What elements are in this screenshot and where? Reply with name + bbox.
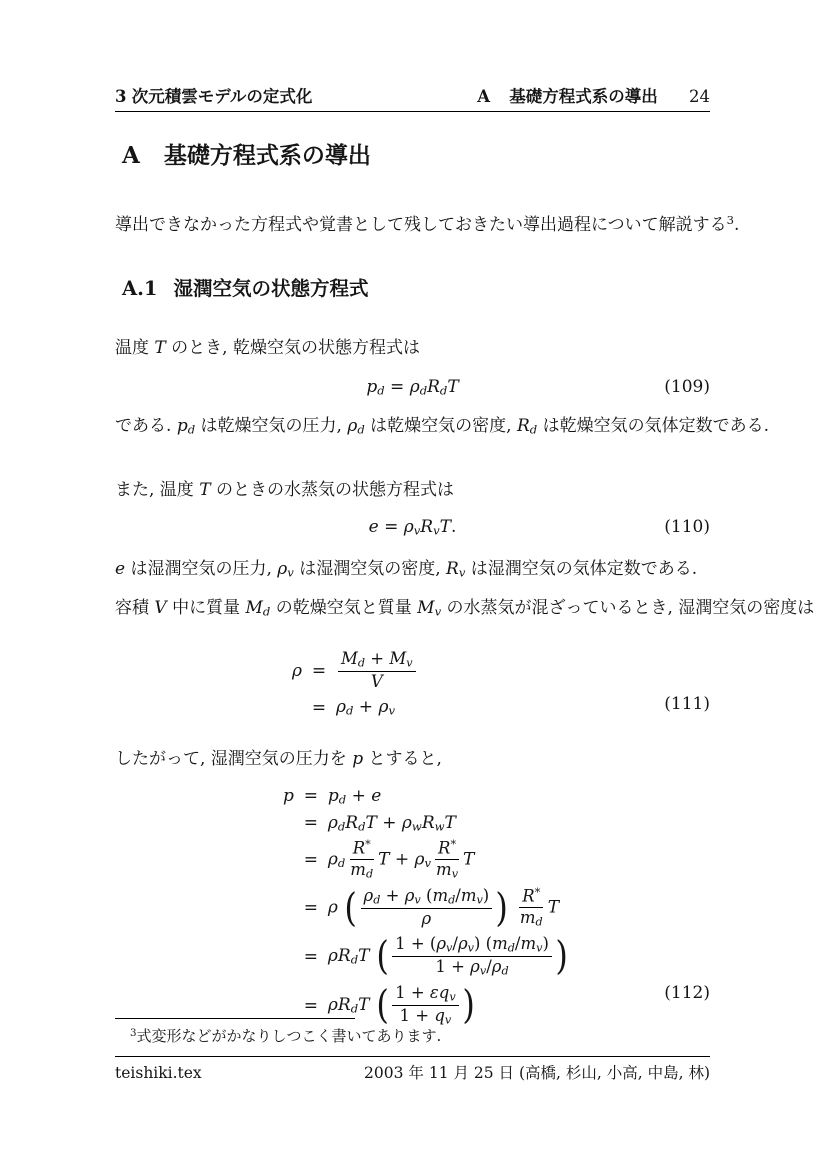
equation-110-number: (110) xyxy=(664,517,710,537)
equation-rhs: ρ ( $\frac{\rho d + \rho v (md/mv)}{\rho}$ ) $\frac{R^*}{md}$ T xyxy=(327,885,560,931)
fraction: $\frac{Md + Mv}{V}$ xyxy=(338,650,416,691)
equation-lhs: p xyxy=(283,786,294,807)
page-number: 24 xyxy=(689,87,710,106)
header-right-title: 基礎方程式系の導出 xyxy=(509,88,658,106)
section-title-text: 基礎方程式系の導出 xyxy=(163,142,371,168)
subsection-label: A.1 xyxy=(122,277,158,300)
paragraph-vapor-symbols: e は湿潤空気の圧力, ρv は湿潤空気の密度, Rv は湿潤空気の気体定数である. xyxy=(115,559,698,580)
paragraph-dry-air: 温度 T のとき, 乾燥空気の状態方程式は xyxy=(115,338,420,358)
paragraph-intro: 導出できなかった方程式や覚書として残しておきたい導出過程について解説する$^3$. xyxy=(115,213,740,235)
equation-relation: = xyxy=(303,850,319,871)
equation-111 xyxy=(292,650,418,718)
equation-relation: = xyxy=(311,660,327,681)
paragraph-moist-pressure: したがって, 湿潤空気の圧力を p とすると, xyxy=(115,749,442,769)
paragraph-dry-air-symbols: である. pd は乾燥空気の圧力, ρd は乾燥空気の密度, Rd は乾燥空気の気体定数である. xyxy=(115,416,769,437)
footer-filename: teishiki.tex xyxy=(115,1064,202,1082)
equation-110: e = ρvRvT. xyxy=(368,517,457,538)
running-header-right xyxy=(115,87,710,107)
equation-109-number: (109) xyxy=(664,377,710,397)
section-title xyxy=(122,140,371,171)
equation-112 xyxy=(283,786,569,1027)
fraction: $\frac{R^*}{md}$ xyxy=(519,886,543,929)
big-parentheses: ( $\frac{\rho d + \rho v (md/mv)}{\rho}$ ) xyxy=(344,885,509,931)
fraction: $\frac{R^*}{mv}$ xyxy=(436,838,459,881)
header-section-number: 3 xyxy=(115,87,127,106)
equation-rhs: ρd + ρv xyxy=(336,697,395,718)
paragraph-mixture: 容積 V 中に質量 Md の乾燥空気と質量 Mv の水蒸気が混ざっているとき, 湿潤空気の密度は xyxy=(115,598,815,619)
footnote-rule xyxy=(115,1018,355,1019)
equation-rhs: pd + e xyxy=(327,786,382,807)
equation-relation: = xyxy=(303,946,319,967)
equation-112-number: (112) xyxy=(664,983,710,1003)
equation-111-number: (111) xyxy=(664,694,710,714)
big-parentheses: ( $\frac{1 + (\rho v/\rho v) (md/mv)}{1 + \rho v/\rho d}$ ) xyxy=(376,934,568,980)
equation-rhs: ρRdT ( $\frac{\text{1 + εqv}}{1 + qv}$ ) xyxy=(327,983,475,1029)
header-rule xyxy=(115,111,710,112)
footnote-text: $^3$式変形などがかなりしつこく書いてあります. xyxy=(130,1027,442,1046)
equation-rhs: ρdRdT + ρwRwT xyxy=(327,812,456,834)
equation-relation: = xyxy=(303,812,319,833)
equation-109: pd = ρdRdT xyxy=(366,377,459,398)
subsection-title-text: 湿潤空気の状態方程式 xyxy=(173,278,369,300)
equation-rhs: ρRdT ( $\frac{1 + (\rho v/\rho v) (md/mv)}{1 + \rho v/\rho d}$ ) xyxy=(327,934,568,980)
footer-date-authors: 2003 年 11 月 25 日 (高橋, 杉山, 小高, 中島, 林) xyxy=(364,1064,710,1082)
equation-rhs: ρd $\frac{R^*}{md}$ T + ρv $\frac{R^*}{mv}$ T xyxy=(327,838,475,881)
header-left-title: 次元積雲モデルの定式化 xyxy=(131,88,313,106)
footer xyxy=(115,1062,710,1084)
big-parentheses: ( $\frac{\text{1 + εqv}}{1 + qv}$ ) xyxy=(376,983,475,1029)
equation-rhs xyxy=(336,650,418,691)
subsection-title xyxy=(122,276,369,302)
section-label: A xyxy=(122,142,140,169)
fraction: $\frac{\rho d + \rho v (md/mv)}{\rho}$ xyxy=(361,887,493,928)
header-appendix-label: A xyxy=(477,87,490,106)
fraction: $\frac{1 + (\rho v/\rho v) (md/mv)}{1 + \rho v/\rho d}$ xyxy=(392,935,552,978)
fraction: $\frac{R^*}{md}$ xyxy=(350,838,374,881)
equation-relation: = xyxy=(303,995,319,1016)
fraction: $\frac{\text{1 + εqv}}{1 + qv}$ xyxy=(392,984,459,1027)
footer-rule xyxy=(115,1056,710,1057)
equation-relation: = xyxy=(303,898,319,919)
paragraph-vapor: また, 温度 T のときの水蒸気の状態方程式は xyxy=(115,480,454,500)
equation-relation: = xyxy=(311,697,327,718)
equation-lhs: ρ xyxy=(292,660,302,681)
equation-relation: = xyxy=(303,786,319,807)
